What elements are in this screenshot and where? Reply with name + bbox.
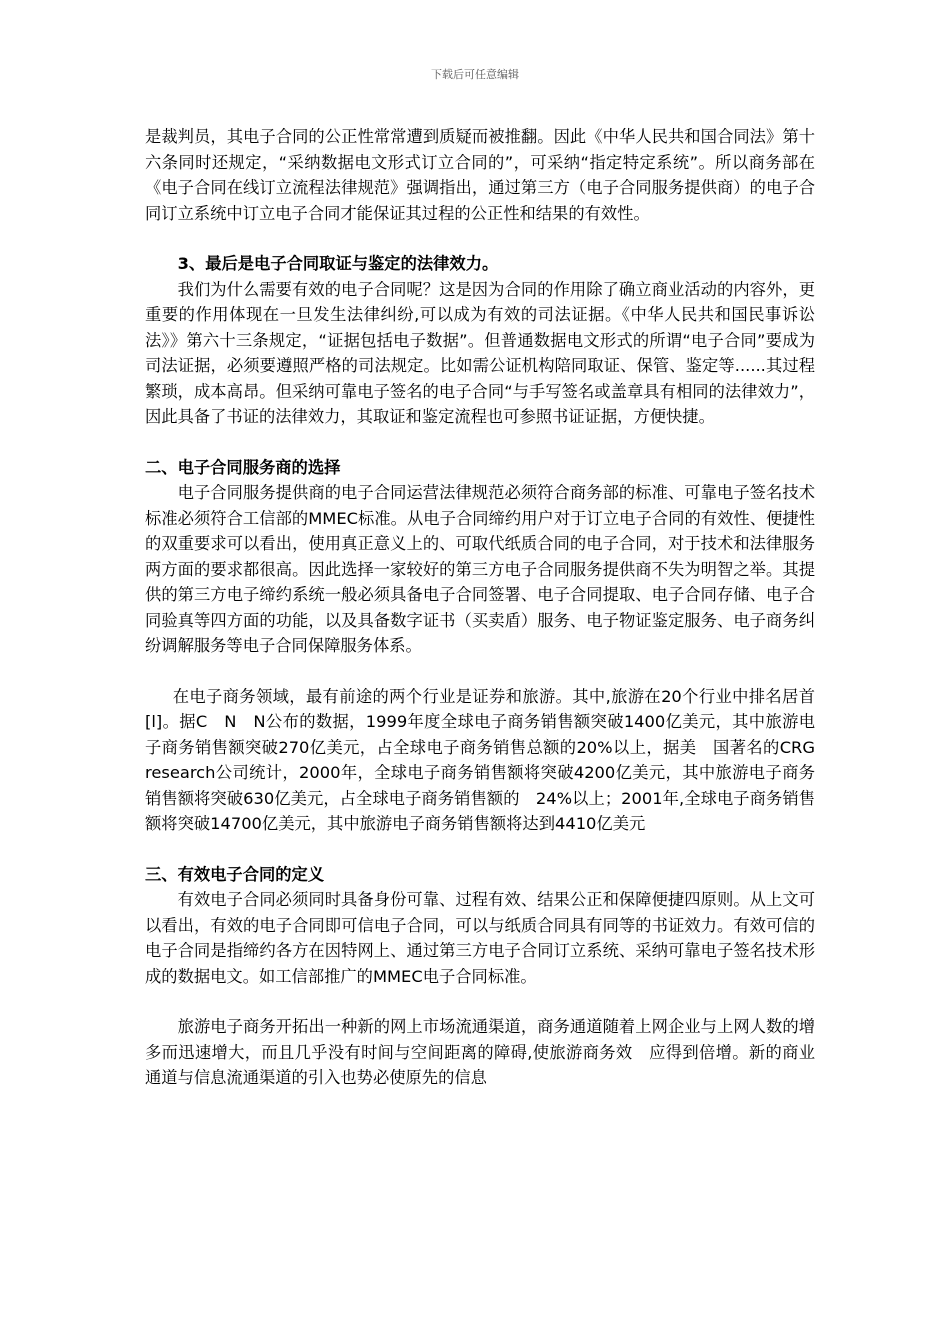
paragraph-provider: 电子合同服务提供商的电子合同运营法律规范必须符合商务部的标准、可靠电子签名技术标准必须符合工信部的MMEC标准。从电子合同缔约用户对于订立电子合同的有效性、便捷性的双重要求可以看出，使用真正意义上的、可取代纸质合同的电子合同，对于技术和法律服务两方面的要求都很高。因此选择一家较好的第三方电子合同服务提供商不失为明智之举。其提供的第三方电子缔约系统一般必须具备电子合同签署、电子合同提取、电子合同存储、电子合同验真等四方面的功能，以及具备数字证书（买卖盾）服务、电子物证鉴定服务、电子商务纠纷调解服务等电子合同保障服务体系。	[145, 483, 815, 655]
spacer	[145, 430, 815, 455]
spacer	[145, 989, 815, 1014]
paragraph-evidence: 我们为什么需要有效的电子合同呢？这是因为合同的作用除了确立商业活动的内容外，更重要的作用体现在一旦发生法律纠纷,可以成为有效的司法证据。《中华人民共和国民事诉讼法》》第六十三条规定，“证据包括电子数据”。但普通数据电文形式的所谓“电子合同”要成为司法证据，必须要遵照严格的司法规定。比如需公证机构陪同取证、保管、鉴定等......其过程繁琐，成本高昂。但采纳可靠电子签名的电子合同“与手写签名或盖章具有相同的法律效力”，因此具备了书证的法律效力，其取证和鉴定流程也可参照书证证据，方便快捷。	[145, 279, 815, 426]
section-title-definition: 三、有效电子合同的定义	[145, 864, 325, 884]
subheading-evidence: 3、最后是电子合同取证与鉴定的法律效力。	[177, 254, 499, 273]
spacer	[145, 659, 815, 684]
spacer	[145, 226, 815, 251]
paragraph-continuation: 是裁判员，其电子合同的公正性常常遭到质疑而被推翻。因此《中华人民共和国合同法》第十六条同时还规定，“采纳数据电文形式订立合同的”，可采纳“指定特定系统”。所以商务部在《电子合同在线订立流程法律规范》强调指出，通过第三方（电子合同服务提供商）的电子合同订立系统中订立电子合同才能保证其过程的公正性和结果的有效性。	[145, 127, 815, 223]
section-title-provider: 二、电子合同服务商的选择	[145, 457, 341, 477]
document-body	[145, 124, 832, 1091]
page-header: 下载后可任意编辑	[431, 68, 519, 81]
paragraph-tourism-stats: 在电子商务领域，最有前途的两个行业是证券和旅游。其中,旅游在20个行业中排名居首[l]。据C N N公布的数据，1999年度全球电子商务销售额突破1400亿美元，其中旅游电子商务销售额突破270亿美元，占全球电子商务销售总额的20%以上，据美 国著名的CRG research公司统计，2000年，全球电子商务销售额将突破4200亿美元，其中旅游电子商务销售额将突破630亿美元，占全球电子商务销售额的 24%以上；2001年,全球电子商务销售额将突破14700亿美元，其中旅游电子商务销售额将达到4410亿美元	[145, 686, 832, 833]
paragraph-tourism-channel: 旅游电子商务开拓出一种新的网上市场流通渠道，商务通道随着上网企业与上网人数的增多而迅速增大，而且几乎没有时间与空间距离的障碍,使旅游商务效 应得到倍增。新的商业通道与信息流通渠道的引入也势必使原先的信息	[145, 1017, 815, 1087]
spacer	[145, 837, 815, 862]
paragraph-definition: 有效电子合同必须同时具备身份可靠、过程有效、结果公正和保障便捷四原则。从上文可以看出，有效的电子合同即可信电子合同，可以与纸质合同具有同等的书证效力。有效可信的电子合同是指缔约各方在因特网上、通过第三方电子合同订立系统、采纳可靠电子签名技术形成的数据电文。如工信部推广的MMEC电子合同标准。	[145, 890, 815, 986]
